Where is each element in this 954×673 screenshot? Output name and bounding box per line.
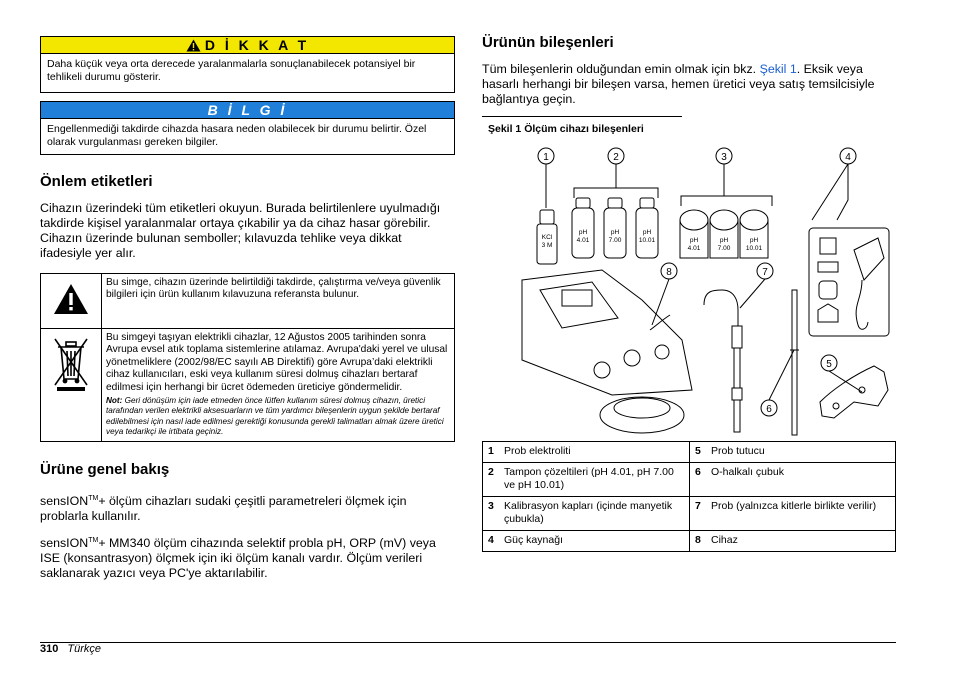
bottle-label: 7.00 [608,237,622,244]
beaker-label: 4.01 [687,245,701,252]
bottle-label: pH [610,229,620,236]
note-text: Geri dönüşüm için iade etmeden önce lütfen kullanım süresi dolmuş cihazın, üretici tarafından verilen elektrikli aksesuarların ve tüm yardımcı bileşenlerin uygun şekilde bertaraf edilebilmesi için nasıl iade edilmesi gerektiği konusunda gerekli talimatları almak üzere üretici veya tedarikçi ile irtibata geçiniz. [106,396,444,437]
symbol-description: Bu simge, cihazın üzerinde belirtildiği takdirde, çalıştırma ve/veya güvenlik bilgileri için ürün kullanım kılavuzuna referansta bulunur. [102,274,455,329]
caution-title: D İ K K A T [204,37,310,53]
symbol-cell [41,274,102,329]
table-row [483,463,896,497]
caution-body: Daha küçük veya orta derecede yaralanmalarla sonuçlanabilecek potansiyel bir tehlikeli durumu gösterir. [40,54,455,93]
components-text: . Eksik veya hasarlı herhangi bir bileşen varsa, hemen üretici veya satış temsilcisiyle bağlantıya geçin. [482,62,875,106]
meter-device [522,270,692,433]
warning-triangle-icon [53,283,89,315]
beaker-label: 7.00 [717,245,731,252]
symbol-table [40,273,455,442]
table-row [41,329,455,442]
beaker-label: pH [749,237,759,244]
figure-link[interactable]: Şekil 1 [759,62,797,76]
part-number: 2 [483,463,500,497]
overview-text: + ölçüm cihazları sudaki çeşitli parametreleri ölçmek için problarla kullanılır. [40,493,407,523]
caption-rule [482,116,682,117]
beaker-label: pH [719,237,729,244]
part-name: Cihaz [706,531,896,552]
callout-label: 8 [666,267,672,278]
probe [704,290,742,432]
callout-label: 2 [613,152,619,163]
note-label: Not: [106,396,123,406]
page-number: 310 [40,643,59,655]
overview-paragraph-1 [40,491,455,524]
callout-label: 6 [766,404,772,415]
components-heading: Ürünün bileşenleri [482,34,614,51]
o-ring-rod [790,290,799,435]
footer-rule [40,642,896,643]
bottle-label: 3 M [541,242,553,249]
callout-label: 4 [845,152,851,163]
footer [40,643,101,655]
callout-label: 5 [826,359,832,370]
part-number: 7 [690,497,707,531]
notice-title: B İ L G İ [207,102,288,118]
weee-text: Bu simgeyi taşıyan elektrikli cihazlar, 12 Ağustos 2005 tarihinden sonra Avrupa evsel atık toplama sistemlerine atılamaz. Avrupa'daki yerel ve ulusal yönetmeliklere (2002/98/EC sayılı AB Direktifi) göre Avrupa’daki elektrikli cihaz kullanıcıları, eski veya kullanım süresi dolmuş cihazları bertaraf edilmesi için herhangi bir ücret ödemeden üreticiye göndermelidir. [106,332,448,393]
callout-label: 7 [762,267,768,278]
precaution-heading: Önlem etiketleri [40,173,153,190]
part-number: 6 [690,463,707,497]
part-number: 1 [483,442,500,463]
probe-holder [820,366,888,418]
table-row [483,442,896,463]
trademark: TM [88,494,99,502]
brand-name: sensION [40,493,89,508]
components-text: Tüm bileşenlerin olduğundan emin olmak için bkz. [482,62,760,76]
table-row [41,274,455,329]
overview-heading: Ürüne genel bakış [40,460,170,478]
note [106,396,450,438]
part-name: Prob tutucu [706,442,896,463]
brand-name: sensION [40,535,89,550]
right-column [482,30,897,135]
part-name: Kalibrasyon kapları (içinde manyetik çubukla) [499,497,690,531]
part-name: Güç kaynağı [499,531,690,552]
part-name: Prob (yalnızca kitlerle birlikte verilir) [706,497,896,531]
buffer-bottles [572,198,658,258]
symbol-description [102,329,455,442]
symbol-cell [41,329,102,442]
figure-caption: Şekil 1 Ölçüm cihazı bileşenleri [488,123,644,135]
warning-icon [186,39,201,52]
part-number: 3 [483,497,500,531]
beaker-label: 10.01 [745,245,763,252]
table-row [483,497,896,531]
trademark: TM [88,536,99,544]
part-name: Tampon çözeltileri (pH 4.01, pH 7.00 ve pH 10.01) [499,463,690,497]
components-paragraph [482,62,897,107]
callout-label: 3 [721,152,727,163]
precaution-paragraph: Cihazın üzerindeki tüm etiketleri okuyun. Burada belirtilenlere uyulmadığı takdirde kişisel yaralanmalar ortaya çıkabilir ya da cihaz hasar görebilir. Cihazın üzerinde bulunan semboller; kılavuzda tehlike veya dikkat ifadesiyle yer alır. [40,201,441,260]
part-number: 4 [483,531,500,552]
left-column [40,36,455,581]
notice-header [40,101,455,119]
figure-labels [542,152,852,415]
part-number: 5 [690,442,707,463]
bottle-label: pH [642,229,652,236]
power-supply [809,228,889,336]
bottle-label: 4.01 [576,237,590,244]
bottle-label: pH [578,229,588,236]
part-name: O-halkalı çubuk [706,463,896,497]
bottle-label: KCl [541,234,553,241]
overview-text: + MM340 ölçüm cihazında selektif probla pH, ORP (mV) veya ISE (konsantrasyon) ölçmek için iki ölçüm kanalı vardır. Ölçüm verileri saklanarak yazıcı veya PC'ye aktarılabilir. [40,535,436,580]
table-row [483,531,896,552]
footer-language: Türkçe [67,643,102,655]
beaker-label: pH [689,237,699,244]
part-name: Prob elektroliti [499,442,690,463]
callout-label: 1 [543,152,549,163]
bottle-label: 10.01 [638,237,656,244]
crossed-bin-icon [51,335,91,393]
notice-body: Engellenmediği takdirde cihazda hasara neden olabilecek bir durumu belirtir. Özel olarak vurgulanması gereken bilgiler. [40,119,455,155]
parts-table [482,441,896,552]
overview-paragraph-2 [40,533,455,581]
caution-header [40,36,455,54]
part-number: 8 [690,531,707,552]
components-figure [482,140,896,440]
